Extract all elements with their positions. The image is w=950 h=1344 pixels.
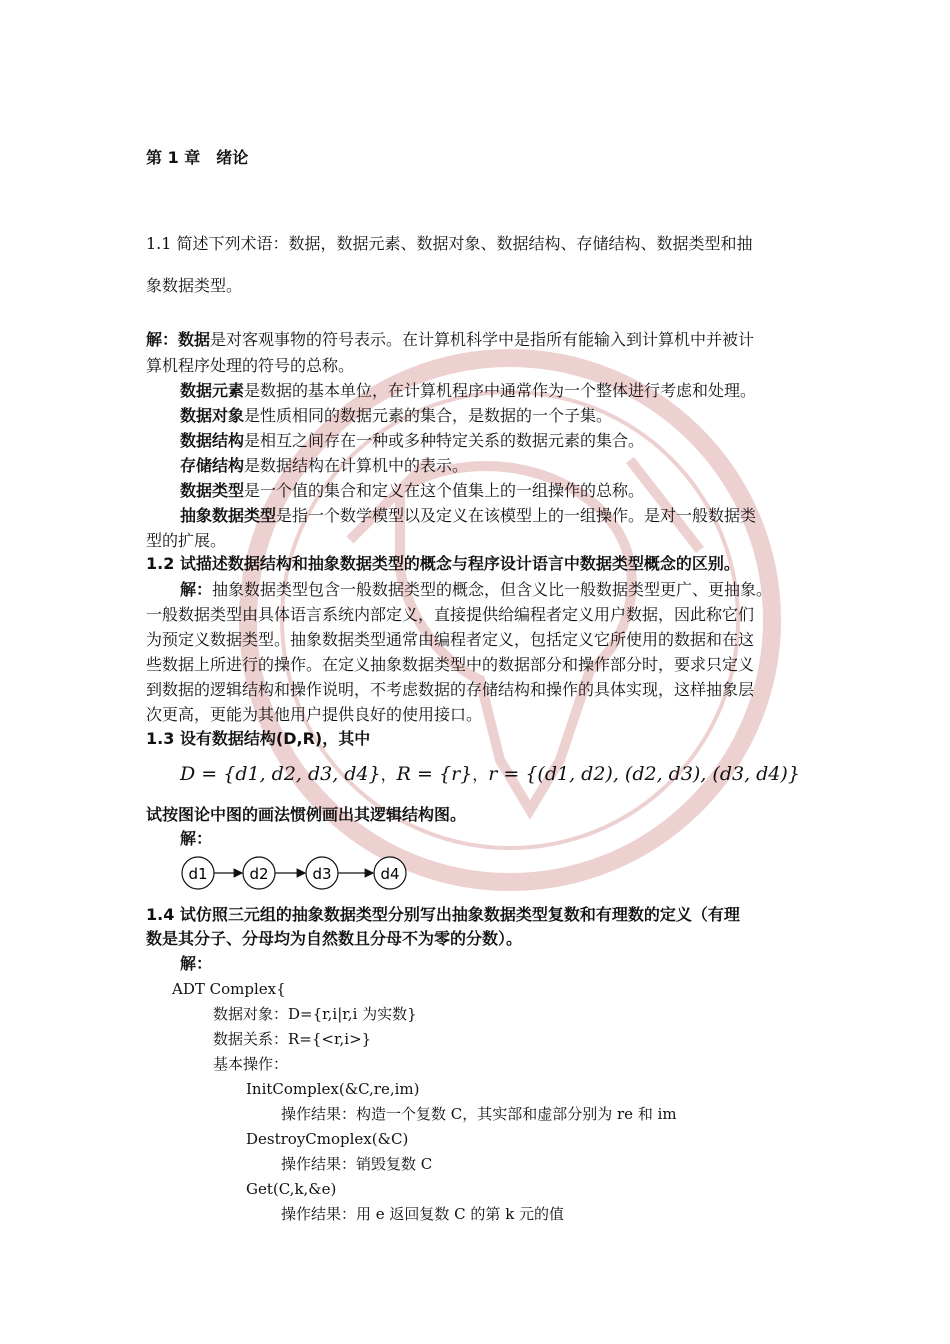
term-structure-def: 是相互之间存在一种或多种特定关系的数据元素的集合。	[244, 431, 645, 450]
math-r: r = {(d1, d2), (d2, d3), (d3, d4)}	[488, 763, 800, 785]
answer-1-2-line3: 为预定义数据类型。抽象数据类型通常由编程者定义，包括定义它所使用的数据和在这	[146, 630, 755, 649]
answer-1-1-element	[180, 381, 756, 401]
node-label: d1	[188, 865, 208, 883]
math-definition	[180, 762, 800, 785]
answer-1-2-line6: 次更高，更能为其他用户提供良好的使用接口。	[146, 705, 483, 724]
answer-1-2-line4: 些数据上所进行的操作。在定义抽象数据类型中的数据部分和操作部分时，要求只定义	[146, 655, 755, 674]
term-element-def: 是数据的基本单位，在计算机程序中通常作为一个整体进行考虑和处理。	[244, 381, 757, 400]
answer-1-2-line5: 到数据的逻辑结构和操作说明，不考虑数据的存储结构和操作的具体实现，这样抽象层	[146, 680, 755, 699]
question-1-3: 1.3 设有数据结构(D,R)，其中	[146, 729, 371, 748]
code-line: InitComplex(&C,re,im)	[246, 1080, 420, 1098]
code-line: ADT Complex{	[172, 980, 286, 998]
answer-1-1-object	[180, 406, 612, 426]
answer-1-1-data-line2: 算机程序处理的符号的总称。	[146, 356, 355, 375]
answer-1-4-label: 解：	[180, 954, 213, 973]
answer-1-2-text: 抽象数据类型包含一般数据类型的概念，但含义比一般数据类型更广、更抽象。	[212, 580, 773, 599]
term-object: 数据对象	[180, 406, 245, 425]
code-line: Get(C,k,&e)	[246, 1180, 337, 1198]
term-type-def: 是一个值的集合和定义在这个值集上的一组操作的总称。	[244, 481, 645, 500]
code-line: DestroyCmoplex(&C)	[246, 1130, 409, 1148]
code-line: 操作结果：构造一个复数 C，其实部和虚部分别为 re 和 im	[281, 1105, 677, 1123]
term-object-def: 是性质相同的数据元素的集合，是数据的一个子集。	[244, 406, 613, 425]
math-sep: ，	[380, 765, 397, 784]
question-1-4-line1: 1.4 试仿照三元组的抽象数据类型分别写出抽象数据类型复数和有理数的定义（有理	[146, 905, 740, 924]
math-D: D = {d1, d2, d3, d4}	[180, 763, 381, 785]
math-sep: ，	[472, 765, 489, 784]
node-label: d2	[249, 865, 269, 883]
answer-1-1-data	[146, 330, 754, 350]
node-label: d4	[380, 865, 400, 883]
logical-structure-diagram	[180, 853, 420, 895]
code-line: 操作结果：用 e 返回复数 C 的第 k 元的值	[281, 1205, 565, 1223]
answer-1-1-type	[180, 481, 644, 501]
code-line: 数据对象：D={r,i|r,i 为实数}	[213, 1005, 417, 1023]
answer-1-3-label: 解：	[180, 829, 213, 848]
question-1-1-line1: 1.1 简述下列术语：数据，数据元素、数据对象、数据结构、存储结构、数据类型和抽	[146, 234, 753, 253]
term-type: 数据类型	[180, 481, 245, 500]
answer-1-1-adt-line2: 型的扩展。	[146, 531, 227, 550]
question-1-4-line2: 数是其分子、分母均为自然数且分母不为零的分数）。	[146, 929, 523, 948]
code-line: 操作结果：销毁复数 C	[281, 1155, 433, 1173]
answer-1-2-line1	[180, 580, 772, 600]
code-line: 基本操作：	[213, 1055, 289, 1073]
question-1-2: 1.2 试描述数据结构和抽象数据类型的概念与程序设计语言中数据类型概念的区别。	[146, 554, 740, 573]
question-1-3-line2: 试按图论中图的画法惯例画出其逻辑结构图。	[146, 805, 467, 824]
term-adt: 抽象数据类型	[180, 506, 277, 525]
math-R: R = {r}	[396, 763, 473, 785]
chapter-title: 第 1 章 绪论	[146, 148, 249, 167]
node-label: d3	[312, 865, 332, 883]
answer-label: 解：	[180, 580, 213, 599]
term-data: 数据	[178, 330, 211, 349]
answer-1-1-storage	[180, 456, 468, 476]
question-1-1-line2: 象数据类型。	[146, 276, 243, 295]
answer-1-2-line2: 一般数据类型由具体语言系统内部定义，直接提供给编程者定义用户数据，因此称它们	[146, 605, 755, 624]
term-storage-def: 是数据结构在计算机中的表示。	[244, 456, 469, 475]
answer-1-1-structure	[180, 431, 644, 451]
term-element: 数据元素	[180, 381, 245, 400]
answer-1-1-adt	[180, 506, 756, 526]
answer-label: 解：	[146, 330, 179, 349]
term-structure: 数据结构	[180, 431, 245, 450]
code-line: 数据关系：R={<r,i>}	[213, 1030, 372, 1048]
term-storage: 存储结构	[180, 456, 245, 475]
term-data-def: 是对客观事物的符号表示。在计算机科学中是指所有能输入到计算机中并被计	[210, 330, 755, 349]
term-adt-def: 是指一个数学模型以及定义在该模型上的一组操作。是对一般数据类	[276, 506, 757, 525]
